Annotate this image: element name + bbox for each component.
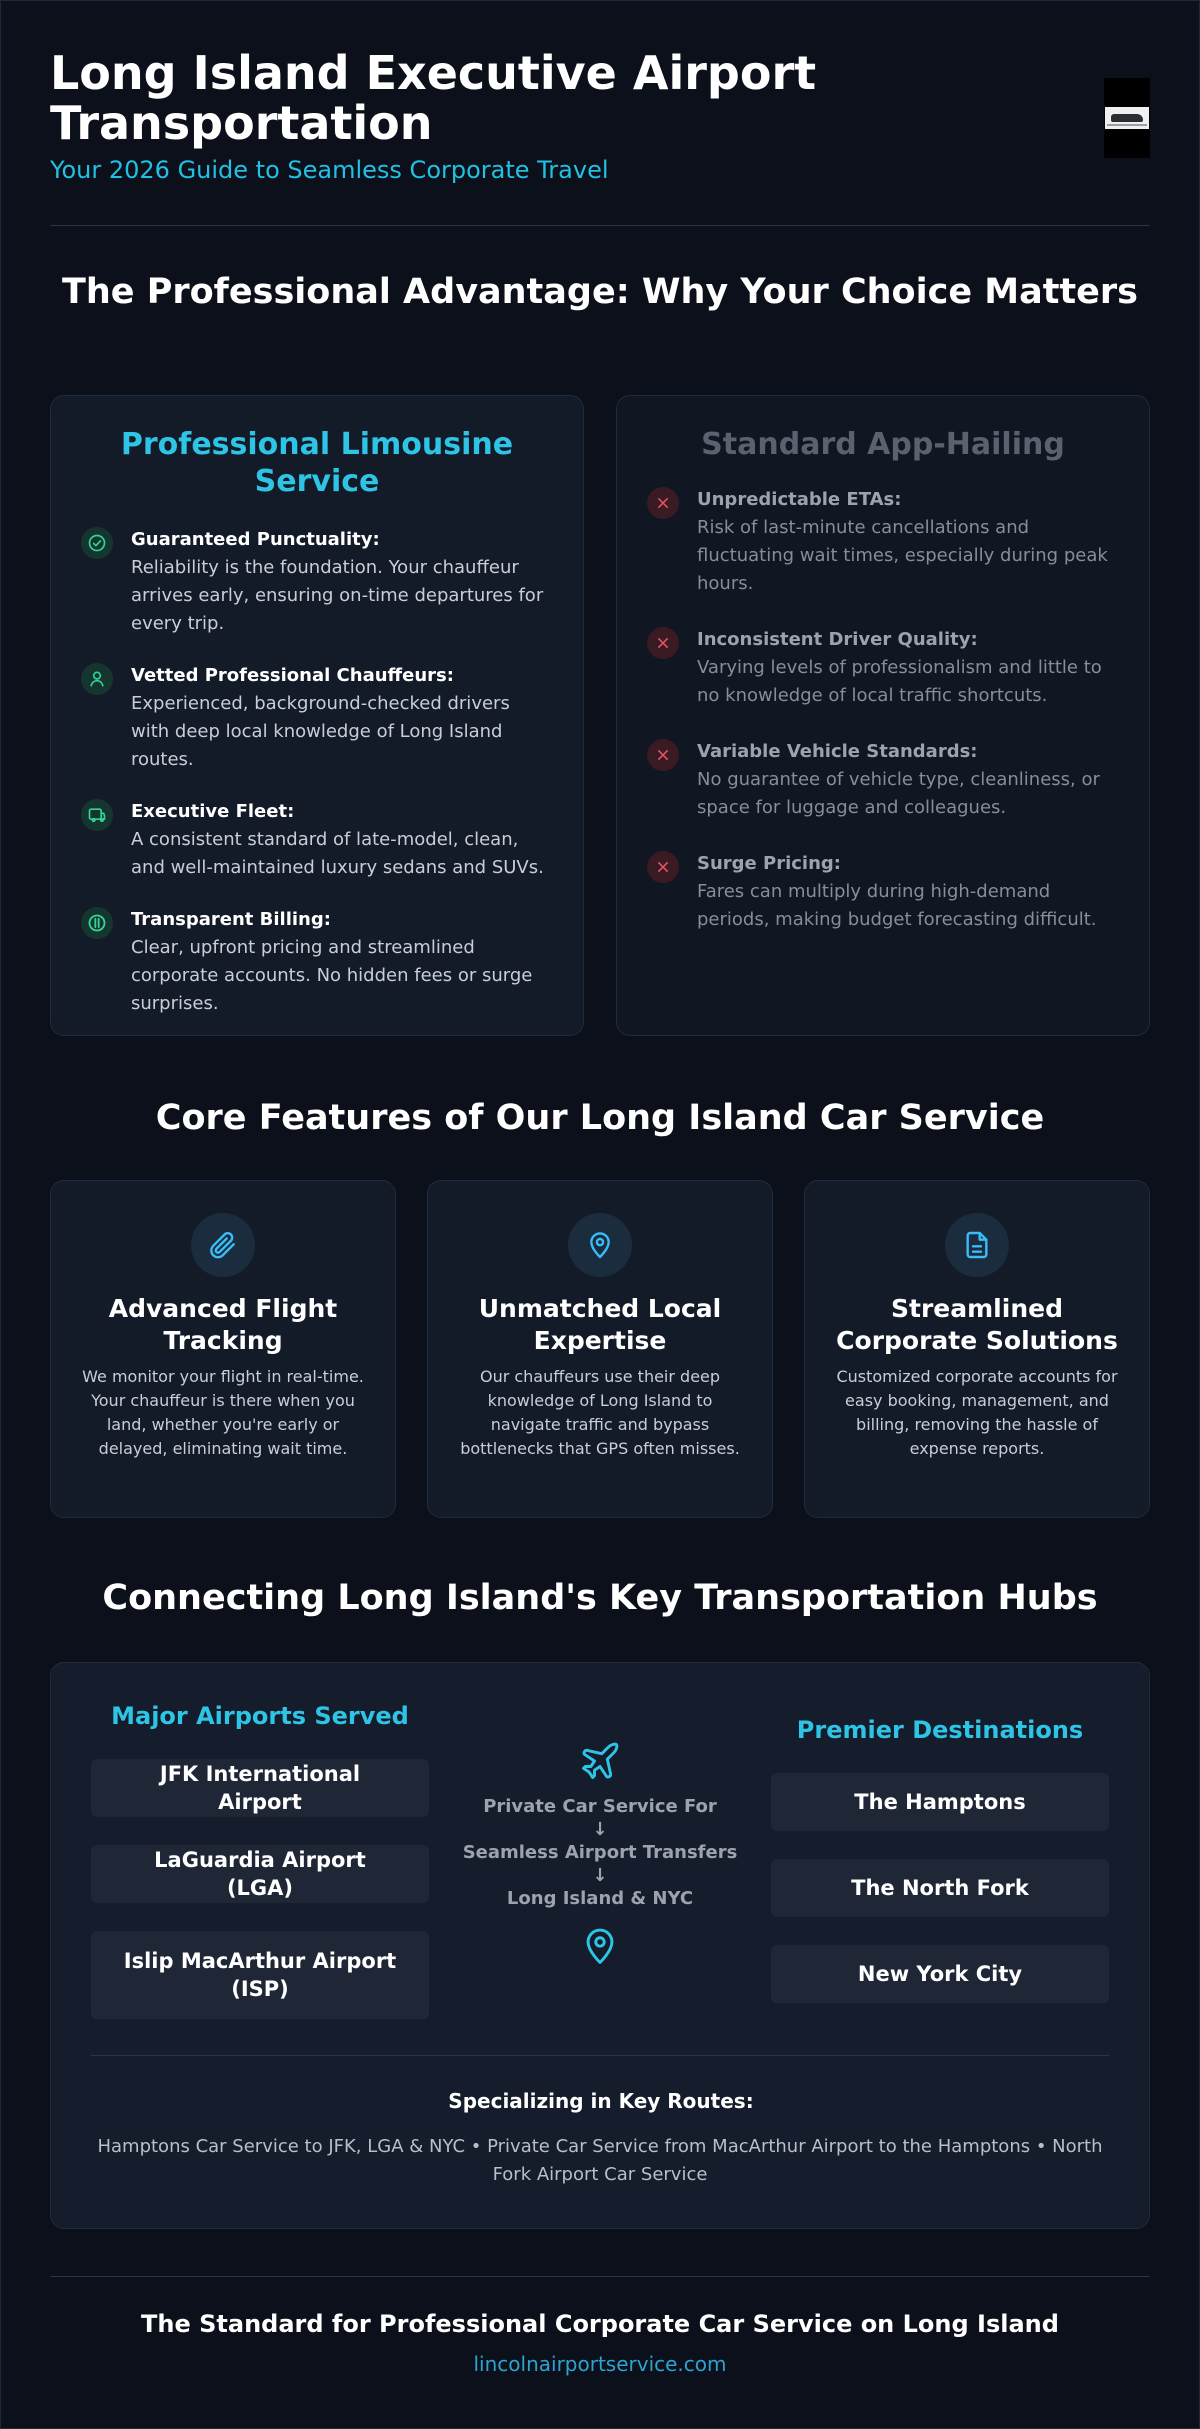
feature-text: We monitor your flight in real-time. Your chauffeur is there when you land, whether you're early or delayed, eliminating wait time. [82, 1367, 364, 1458]
item-title: Variable Vehicle Standards: [697, 741, 978, 762]
page-subtitle: Your 2026 Guide to Seamless Corporate Travel [50, 156, 609, 184]
footer-title: The Standard for Professional Corporate Car Service on Long Island [141, 2310, 1059, 2338]
destinations-column [771, 1715, 1109, 2003]
divider [50, 225, 1150, 226]
professional-service-card [50, 395, 584, 1036]
feature-title: Unmatched Local Expertise [478, 1294, 722, 1355]
flow-line: Private Car Service For [483, 1796, 717, 1817]
transfer-flow [441, 1739, 759, 1972]
item-title: Unpredictable ETAs: [697, 489, 902, 510]
flow-line: Seamless Airport Transfers [462, 1842, 738, 1863]
check-circle-icon [81, 527, 113, 559]
destination-hamptons: The Hamptons [771, 1773, 1109, 1831]
standard-service-card [616, 395, 1150, 1036]
destination-north-fork: The North Fork [771, 1859, 1109, 1917]
flow-arrow: ↓ [592, 1865, 608, 1886]
airplane-icon [578, 1768, 622, 1787]
paperclip-icon [191, 1213, 255, 1277]
user-icon [81, 663, 113, 695]
item-title: Vetted Professional Chauffeurs: [131, 665, 454, 686]
professional-heading: Professional Limousine Service [120, 427, 514, 499]
company-logo[interactable] [1104, 78, 1150, 158]
airports-column [91, 1701, 429, 2019]
x-icon [647, 487, 679, 519]
airports-title: Major Airports Served [111, 1702, 409, 1730]
divider [50, 2276, 1150, 2277]
feature-title: Streamlined Corporate Solutions [836, 1294, 1118, 1355]
website-link[interactable]: lincolnairportservice.com [473, 2352, 727, 2376]
x-icon [647, 739, 679, 771]
comparison-title: The Professional Advantage: Why Your Choice Matters [62, 272, 1138, 312]
x-icon [647, 851, 679, 883]
item-text: Experienced, background-checked drivers with deep local knowledge of Long Island routes. [131, 693, 510, 770]
flow-text [441, 1795, 759, 1910]
item-text: No guarantee of vehicle type, cleanliness, or space for luggage and colleagues. [697, 769, 1100, 818]
feature-card-corporate-solutions [804, 1180, 1150, 1518]
map-pin-icon [568, 1213, 632, 1277]
item-text: Fares can multiply during high-demand periods, making budget forecasting difficult. [697, 881, 1097, 930]
header [50, 48, 1150, 193]
page-title: Long Island Executive Airport Transportation [50, 46, 817, 150]
airport-jfk: JFK International Airport [91, 1759, 429, 1817]
feature-text: Our chauffeurs use their deep knowledge of Long Island to navigate traffic and bypass bottlenecks that GPS often misses. [460, 1367, 740, 1458]
feature-title: Advanced Flight Tracking [108, 1294, 338, 1355]
item-text: Varying levels of professionalism and little to no knowledge of local traffic shortcuts. [697, 657, 1102, 706]
document-icon [945, 1213, 1009, 1277]
routes-title: Specializing in Key Routes: [448, 2089, 754, 2113]
item-text: A consistent standard of late-model, clean, and well-maintained luxury sedans and SUVs. [131, 829, 544, 878]
list-item [647, 850, 1113, 934]
item-title: Transparent Billing: [131, 909, 331, 930]
car-icon [81, 799, 113, 831]
item-text: Clear, upfront pricing and streamlined corporate accounts. No hidden fees or surge surprises. [131, 937, 533, 1014]
billing-icon [81, 907, 113, 939]
item-title: Executive Fleet: [131, 801, 295, 822]
hubs-title: Connecting Long Island's Key Transportation Hubs [102, 1578, 1098, 1618]
item-text: Reliability is the foundation. Your chauffeur arrives early, ensuring on-time departures for every trip. [131, 557, 544, 634]
airport-isp: Islip MacArthur Airport (ISP) [91, 1931, 429, 2019]
item-title: Guaranteed Punctuality: [131, 529, 380, 550]
list-item [81, 906, 547, 1018]
list-item [647, 738, 1113, 822]
item-title: Surge Pricing: [697, 853, 841, 874]
divider [91, 2055, 1109, 2056]
list-item [81, 662, 547, 774]
list-item [81, 526, 547, 638]
list-item [81, 798, 547, 882]
routes-text: Hamptons Car Service to JFK, LGA & NYC • Private Car Service from MacArthur Airport to the Hamptons • North Fork Airport Car Service [97, 2136, 1103, 2185]
item-title: Inconsistent Driver Quality: [697, 629, 978, 650]
flow-arrow: ↓ [592, 1819, 608, 1840]
features-title: Core Features of Our Long Island Car Service [155, 1098, 1045, 1138]
item-text: Risk of last-minute cancellations and fluctuating wait times, especially during peak hours. [697, 517, 1108, 594]
destination-nyc: New York City [771, 1945, 1109, 2003]
list-item [647, 486, 1113, 598]
hubs-card [50, 1662, 1150, 2229]
map-pin-icon [441, 1924, 759, 1972]
standard-heading: Standard App-Hailing [701, 427, 1065, 462]
feature-text: Customized corporate accounts for easy booking, management, and billing, removing the hassle of expense reports. [836, 1367, 1118, 1458]
airport-lga: LaGuardia Airport (LGA) [91, 1845, 429, 1903]
destinations-title: Premier Destinations [796, 1716, 1084, 1744]
list-item [647, 626, 1113, 710]
flow-line: Long Island & NYC [506, 1888, 694, 1909]
feature-card-flight-tracking [50, 1180, 396, 1518]
feature-card-local-expertise [427, 1180, 773, 1518]
limousine-logo-image [1105, 107, 1149, 129]
x-icon [647, 627, 679, 659]
